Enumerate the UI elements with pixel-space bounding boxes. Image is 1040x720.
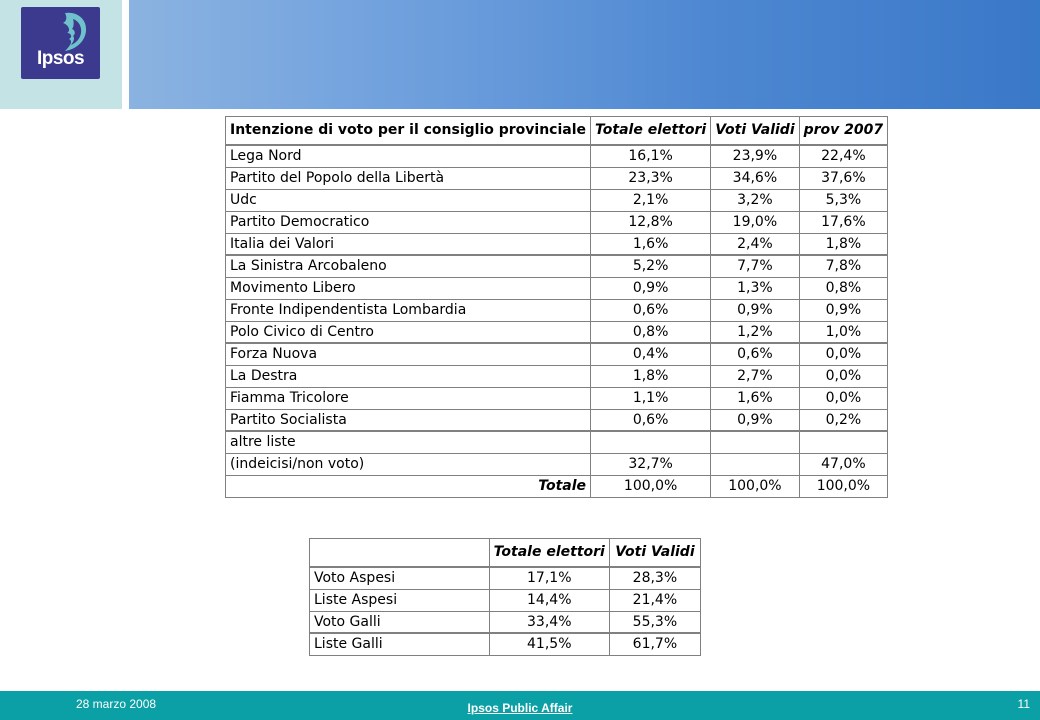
value-totale: 14,4% <box>489 589 609 611</box>
value-prov: 17,6% <box>799 211 888 233</box>
table-row <box>226 299 888 321</box>
table-row <box>310 589 701 611</box>
value-voti: 23,9% <box>711 145 799 167</box>
value-totale: 33,4% <box>489 611 609 633</box>
table-row <box>310 567 701 589</box>
table-row <box>310 633 701 655</box>
value-totale <box>591 431 711 453</box>
table-row <box>226 431 888 453</box>
table-title-cell: Intenzione di voto per il consiglio provinciale <box>226 117 591 146</box>
value-voti: 3,2% <box>711 189 799 211</box>
header-prov-2007: prov 2007 <box>799 117 888 146</box>
value-totale: 0,8% <box>591 321 711 343</box>
table-row <box>226 189 888 211</box>
logo-wordmark: Ipsos <box>36 48 85 69</box>
value-totale: 0,6% <box>591 409 711 431</box>
value-voti: 28,3% <box>609 567 700 589</box>
value-voti: 61,7% <box>609 633 700 655</box>
total-voti: 100,0% <box>711 475 799 497</box>
table-row <box>226 409 888 431</box>
party-label: Forza Nuova <box>226 343 591 365</box>
table-total-row <box>226 475 888 497</box>
value-prov: 0,9% <box>799 299 888 321</box>
vote-intention-table <box>225 116 888 498</box>
value-voti <box>711 431 799 453</box>
footer-bar <box>0 691 1040 720</box>
party-label: altre liste <box>226 431 591 453</box>
table-row <box>226 365 888 387</box>
value-prov: 0,2% <box>799 409 888 431</box>
party-label: Movimento Libero <box>226 277 591 299</box>
table-row <box>226 453 888 475</box>
total-prov: 100,0% <box>799 475 888 497</box>
table-body <box>226 145 888 475</box>
value-voti: 0,6% <box>711 343 799 365</box>
value-totale: 16,1% <box>591 145 711 167</box>
value-totale: 1,8% <box>591 365 711 387</box>
candidate-header-voti: Voti Validi <box>609 539 700 568</box>
party-label: La Destra <box>226 365 591 387</box>
value-prov: 7,8% <box>799 255 888 277</box>
value-totale: 17,1% <box>489 567 609 589</box>
table-row <box>226 167 888 189</box>
candidate-label: Liste Galli <box>310 633 490 655</box>
value-totale: 32,7% <box>591 453 711 475</box>
candidate-header-row <box>310 539 701 568</box>
total-label: Totale <box>226 475 591 497</box>
value-voti: 55,3% <box>609 611 700 633</box>
candidate-label: Voto Galli <box>310 611 490 633</box>
candidate-header-totale: Totale elettori <box>489 539 609 568</box>
value-voti: 2,4% <box>711 233 799 255</box>
header-band <box>129 0 1040 109</box>
table-row <box>226 277 888 299</box>
party-label: Fiamma Tricolore <box>226 387 591 409</box>
value-prov: 47,0% <box>799 453 888 475</box>
total-totale: 100,0% <box>591 475 711 497</box>
value-totale: 0,9% <box>591 277 711 299</box>
party-label: Fronte Indipendentista Lombardia <box>226 299 591 321</box>
footer-date: 28 marzo 2008 <box>76 697 157 711</box>
value-totale: 41,5% <box>489 633 609 655</box>
value-voti: 7,7% <box>711 255 799 277</box>
value-totale: 2,1% <box>591 189 711 211</box>
table-row <box>226 233 888 255</box>
value-prov: 1,0% <box>799 321 888 343</box>
value-totale: 0,6% <box>591 299 711 321</box>
header-voti-validi: Voti Validi <box>711 117 799 146</box>
value-prov: 1,8% <box>799 233 888 255</box>
table-row <box>310 611 701 633</box>
value-totale: 0,4% <box>591 343 711 365</box>
ipsos-logo <box>21 7 100 79</box>
candidate-label: Voto Aspesi <box>310 567 490 589</box>
table-header-row <box>226 117 888 146</box>
value-totale: 1,1% <box>591 387 711 409</box>
table-row <box>226 387 888 409</box>
value-voti: 1,3% <box>711 277 799 299</box>
value-voti: 21,4% <box>609 589 700 611</box>
value-voti: 0,9% <box>711 409 799 431</box>
value-totale: 23,3% <box>591 167 711 189</box>
value-prov: 5,3% <box>799 189 888 211</box>
footer-company: Ipsos Public Affair <box>467 701 573 715</box>
value-totale: 5,2% <box>591 255 711 277</box>
party-label: Partito del Popolo della Libertà <box>226 167 591 189</box>
candidate-label: Liste Aspesi <box>310 589 490 611</box>
value-totale: 12,8% <box>591 211 711 233</box>
party-label: (indeicisi/non voto) <box>226 453 591 475</box>
party-label: La Sinistra Arcobaleno <box>226 255 591 277</box>
value-prov: 0,0% <box>799 365 888 387</box>
value-voti: 1,6% <box>711 387 799 409</box>
table-row <box>226 255 888 277</box>
page-number: 11 <box>1017 697 1030 711</box>
table-row <box>226 321 888 343</box>
party-label: Udc <box>226 189 591 211</box>
header-totale-elettori: Totale elettori <box>591 117 711 146</box>
party-label: Polo Civico di Centro <box>226 321 591 343</box>
logo-panel <box>0 0 122 109</box>
party-label: Partito Socialista <box>226 409 591 431</box>
value-totale: 1,6% <box>591 233 711 255</box>
candidate-table-body <box>310 567 701 655</box>
candidate-table <box>309 538 701 656</box>
value-voti: 1,2% <box>711 321 799 343</box>
value-voti: 34,6% <box>711 167 799 189</box>
value-voti: 0,9% <box>711 299 799 321</box>
value-prov: 37,6% <box>799 167 888 189</box>
table-row <box>226 145 888 167</box>
party-label: Italia dei Valori <box>226 233 591 255</box>
header-divider <box>122 0 129 109</box>
value-prov <box>799 431 888 453</box>
value-prov: 0,0% <box>799 343 888 365</box>
party-label: Lega Nord <box>226 145 591 167</box>
value-prov: 22,4% <box>799 145 888 167</box>
value-voti: 2,7% <box>711 365 799 387</box>
value-prov: 0,8% <box>799 277 888 299</box>
value-voti: 19,0% <box>711 211 799 233</box>
table-row <box>226 211 888 233</box>
value-voti <box>711 453 799 475</box>
party-label: Partito Democratico <box>226 211 591 233</box>
candidate-header-empty <box>310 539 490 568</box>
table-row <box>226 343 888 365</box>
value-prov: 0,0% <box>799 387 888 409</box>
